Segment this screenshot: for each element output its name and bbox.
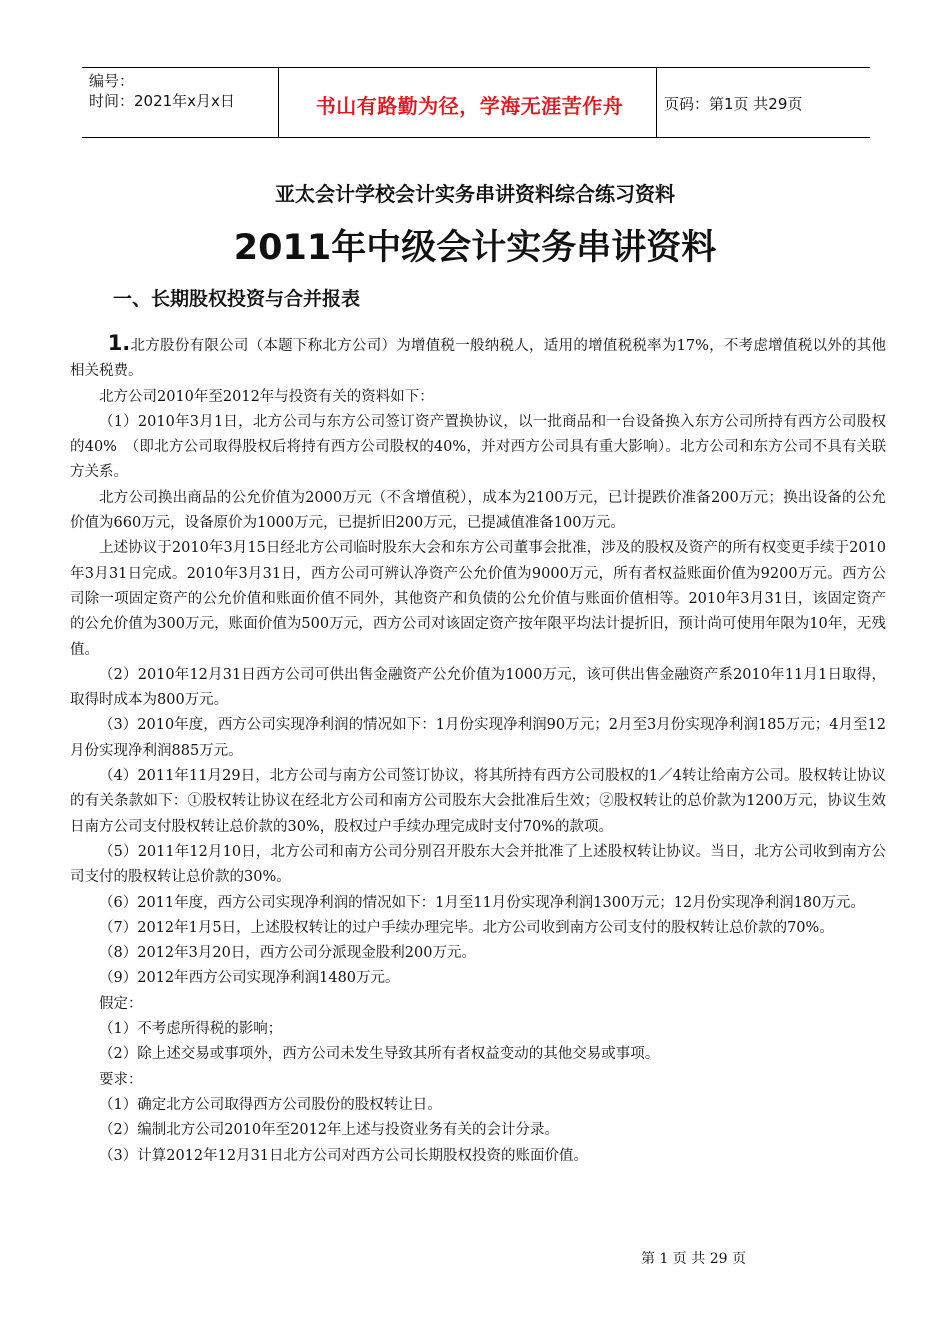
header-meta	[89, 71, 279, 111]
paragraph: （3）计算2012年12月31日北方公司对西方公司长期股权投资的账面价值。	[99, 1147, 589, 1164]
main-title: 2011年中级会计实务串讲资料	[233, 228, 717, 268]
header-divider	[656, 68, 657, 137]
header-motto: 书山有路勤为径，学海无涯苦作舟	[315, 94, 624, 118]
paragraph: （2）编制北方公司2010年至2012年上述与投资业务有关的会计分录。	[99, 1122, 560, 1139]
paragraph: （9）2012年西方公司实现净利润1480万元。	[99, 970, 400, 987]
school-title: 亚太会计学校会计实务串讲资料综合练习资料	[275, 182, 675, 206]
paragraph: （3）2010年度，西方公司实现净利润的情况如下：1月份实现净利润90万元；2月至3月份实现净利润185万元；4月至12月份实现净利润885万元。	[70, 717, 886, 759]
paragraph: 要求：	[99, 1071, 143, 1088]
document-number-label: 编号：	[89, 72, 135, 90]
page-header	[82, 67, 870, 138]
question-number: 1.	[107, 331, 131, 355]
paragraph: （1）确定北方公司取得西方公司股份的股权转让日。	[99, 1096, 442, 1113]
paragraph: 假定：	[99, 995, 143, 1012]
paragraph: （8）2012年3月20日，西方公司分派现金股利200万元。	[99, 945, 476, 962]
paragraph: 上述协议于2010年3月15日经北方公司临时股东大会和东方公司董事会批准，涉及的股权及资产的所有权变更手续于2010年3月31日完成。2010年3月31日，西方公司可辨认净资产公允价值为9000万元，所有者权益账面价值为9200万元。西方公司除一项固定资产的公允价值和账面价值不同外，其他资产和负债的公允价值与账面价值相等。2010年3月31日，该固定资产的公允价值为300万元，账面价值为500万元，西方公司对该固定资产按年限平均法计提折旧，预计尚可使用年限为10年，无残值。	[70, 540, 886, 658]
paragraph: （4）2011年11月29日，北方公司与南方公司签订协议，将其所持有西方公司股权的1／4转让给南方公司。股权转让协议的有关条款如下：①股权转让协议在经北方公司和南方公司股东大会批准后生效；②股权转让的总价款为1200万元，协议生效日南方公司支付股权转让总价款的30%，股权过户手续办理完成时支付70%的款项。	[70, 768, 886, 835]
paragraph: 北方公司2010年至2012年与投资有关的资料如下：	[99, 388, 434, 405]
header-page-info: 页码：第1页 共29页	[664, 95, 803, 113]
page-footer: 第 1 页 共 29 页	[641, 1251, 746, 1267]
header-divider	[278, 68, 279, 137]
question-body	[70, 331, 886, 1169]
document-date-label: 时间：2021年x月x日	[89, 92, 235, 110]
section-heading: 一、长期股权投资与合并报表	[113, 288, 361, 310]
paragraph: 北方公司换出商品的公允价值为2000万元（不含增值税），成本为2100万元，已计提跌价准备200万元；换出设备的公允价值为660万元，设备原价为1000万元，已提折旧200万元，已提减值准备100万元。	[70, 489, 886, 532]
paragraph: （5）2011年12月10日，北方公司和南方公司分别召开股东大会并批准了上述股权转让协议。当日，北方公司收到南方公司支付的股权转让总价款的30%。	[70, 843, 886, 886]
question-intro-text: 北方股份有限公司（本题下称北方公司）为增值税一般纳税人，适用的增值税税率为17%，不考虑增值税以外的其他相关税费。	[70, 338, 886, 380]
paragraph: （1）不考虑所得税的影响；	[99, 1021, 283, 1038]
paragraph: （6）2011年度，西方公司实现净利润的情况如下：1月至11月份实现净利润1300万元；12月份实现净利润180万元。	[99, 894, 865, 911]
paragraph: （1）2010年3月1日，北方公司与东方公司签订资产置换协议，以一批商品和一台设备换入东方公司所持有西方公司股权的40% （即北方公司取得股权后将持有西方公司股权的40%，并对西方公司具有重大影响）。北方公司和东方公司不具有关联方关系。	[70, 413, 886, 481]
paragraph: （2）除上述交易或事项外，西方公司未发生导致其所有者权益变动的其他交易或事项。	[99, 1046, 660, 1063]
question-intro	[70, 331, 886, 385]
paragraph: （2）2010年12月31日西方公司可供出售金融资产公允价值为1000万元，该可供出售金融资产系2010年11月1日取得，取得时成本为800万元。	[70, 666, 886, 709]
paragraph: （7）2012年1月5日，上述股权转让的过户手续办理完毕。北方公司收到南方公司支付的股权转让总价款的70%。	[99, 919, 834, 936]
